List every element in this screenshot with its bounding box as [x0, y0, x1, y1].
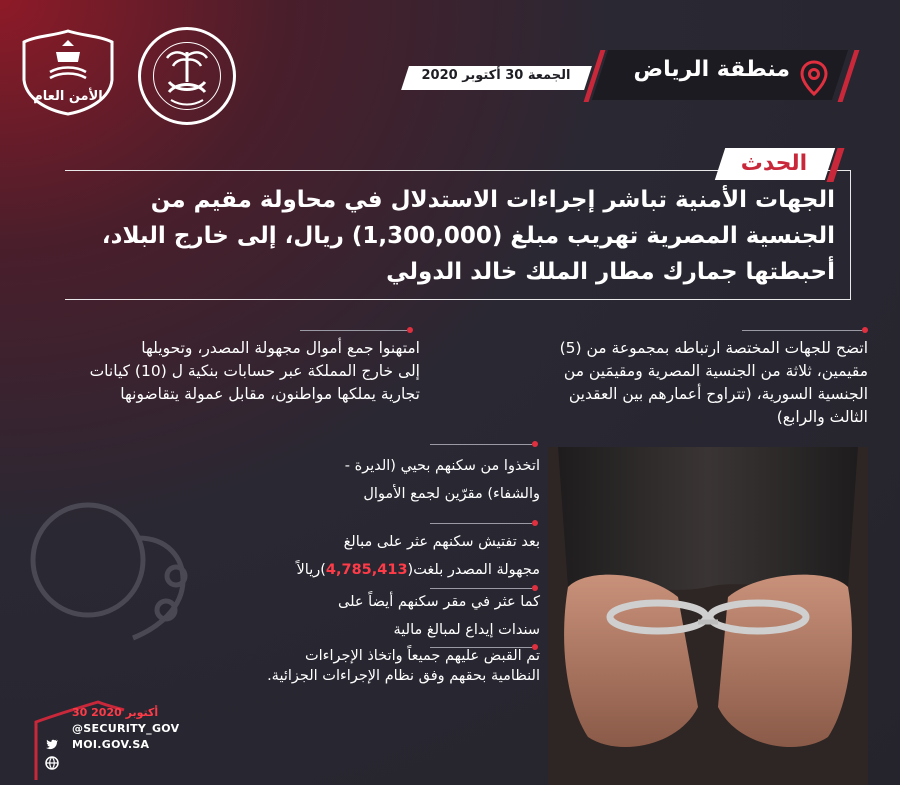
fact-line: الثالث والرابع)	[776, 408, 868, 426]
palm-swords-icon	[141, 30, 233, 122]
seized-amount: 4,785,413	[325, 562, 408, 578]
fact-line: إلى خارج المملكة عبر حسابات بنكية ل (10) كيانات	[89, 362, 420, 380]
step-2	[198, 528, 540, 584]
fact-paragraph-left	[28, 337, 420, 406]
fact-line: الجنسية السورية، (تتراوح أعمارهم بين العقدين	[568, 385, 868, 403]
footer-twitter[interactable]: @SECURITY_GOV	[72, 722, 180, 735]
step-line-text: تم القبض عليهم جميعاً واتخاذ الإجراءات	[304, 648, 540, 664]
handcuffs-photo	[548, 447, 868, 785]
step-dot	[532, 441, 538, 447]
event-line: الجهات الأمنية تباشر إجراءات الاستدلال في محاولة مقيم من	[150, 187, 835, 213]
step-line-text	[198, 556, 540, 584]
step-line-text: كما عثر في مقر سكنهم أيضاً على	[338, 594, 540, 610]
bullet-dot	[407, 327, 413, 333]
location-pin-icon	[800, 60, 828, 96]
step-line-text: النظامية بحقهم وفق نظام الإجراءات الجزائية.	[267, 668, 540, 684]
amount-suffix: )ريالاً	[296, 562, 326, 578]
location-label: منطقة الرياض	[633, 57, 790, 82]
step-line-text: بعد تفتيش سكنهم عثر على مبالغ	[343, 534, 540, 550]
amount-prefix: مجهولة المصدر بلغت(	[407, 562, 540, 578]
twitter-icon	[45, 737, 59, 751]
fact-line: امتهنوا جمع أموال مجهولة المصدر، وتحويلها	[141, 339, 420, 357]
step-line	[430, 444, 532, 445]
step-line-text: سندات إيداع لمبالغ مالية	[393, 622, 540, 638]
fact-paragraph-right	[478, 337, 868, 429]
footer-website[interactable]: MOI.GOV.SA	[72, 738, 150, 751]
fact-line: مقيمين، ثلاثة من الجنسية المصرية ومقيمَين من	[563, 362, 868, 380]
bullet-dot	[862, 327, 868, 333]
step-dot	[532, 520, 538, 526]
event-description	[75, 182, 835, 290]
event-line: أحبطتها جمارك مطار الملك خالد الدولي	[386, 259, 835, 285]
footer-date: 30 أكتوبر 2020	[72, 706, 159, 719]
globe-icon	[45, 756, 59, 770]
fact-line: تجارية يملكها مواطنون، مقابل عمولة يتقاضونها	[120, 385, 420, 403]
event-tag-label: الحدث	[740, 151, 808, 176]
step-4	[170, 646, 540, 686]
fact-line: اتضح للجهات المختصة ارتباطه بمجموعة من (5)	[559, 339, 868, 357]
bullet-line	[742, 330, 862, 331]
event-line: الجنسية المصرية تهريب مبلغ (1,300,000) ريال، إلى خارج البلاد،	[101, 223, 835, 249]
handcuffed-hands-image	[548, 447, 868, 785]
handcuffs-outline-icon	[18, 498, 203, 658]
date-label: الجمعة 30 أكتوبر 2020	[421, 68, 571, 83]
step-1	[230, 452, 540, 508]
step-line-text: والشفاء) مقرّين لجمع الأموال	[363, 486, 540, 502]
logo-label: الأمن العام	[33, 89, 103, 104]
step-line	[430, 523, 532, 524]
bullet-line	[300, 330, 407, 331]
step-line-text: اتخذوا من سكنهم بحيي (الديرة -	[344, 458, 540, 474]
ministry-emblem	[138, 27, 236, 125]
step-3	[198, 588, 540, 644]
public-security-logo	[20, 28, 116, 116]
